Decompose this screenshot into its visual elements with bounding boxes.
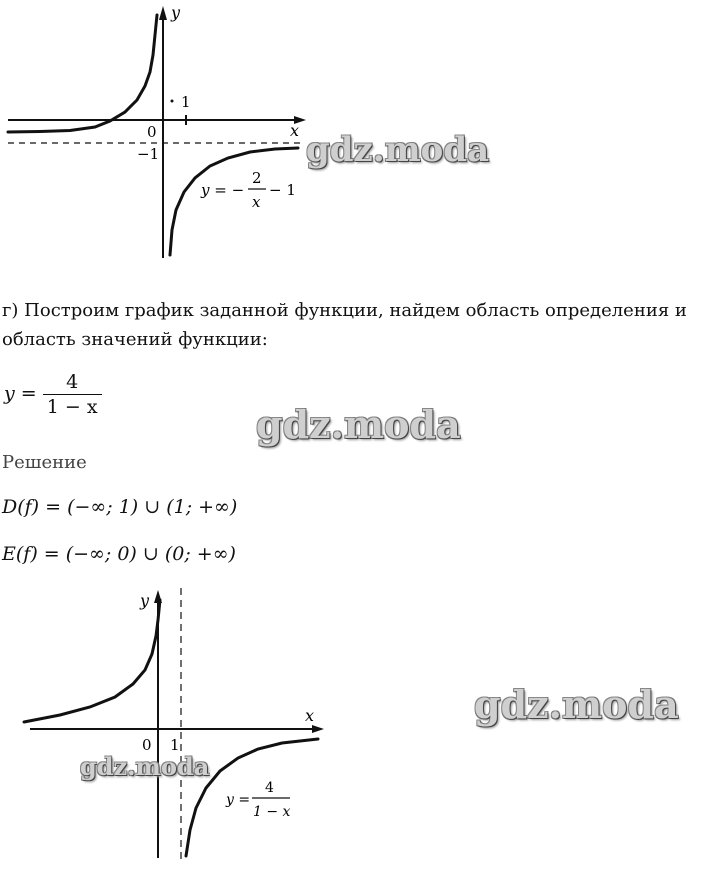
function-formula [4,372,102,417]
range-line: E(f) = (−∞; 0) ∪ (0; +∞) [2,543,236,565]
graph-hyperbola-2 [0,580,340,870]
solution-heading: Решение [2,452,87,473]
formula-den: x [252,193,261,211]
origin-label: 0 [142,736,152,754]
formula-lhs: y = [4,382,37,405]
formula-fraction [43,372,102,417]
formula-den: 1 − x [253,804,291,820]
formula-num: 2 [252,169,262,187]
tick-x-label: 1 [181,93,191,111]
curve-branch-left [8,15,157,132]
curve-branch-left [24,600,160,722]
formula-numerator: 4 [43,372,102,395]
formula-prefix: y = [226,792,251,808]
watermark-1: gdz.moda [306,130,490,170]
formula-denominator: 1 − x [46,396,98,418]
watermark-3: gdz.moda [474,682,679,727]
formula-prefix: y = − [201,181,245,199]
y-axis-arrow [159,6,167,20]
tick-x-label: 1 [170,736,180,754]
tick-y-1-dot [171,100,174,103]
task-paragraph: г) Построим график заданной функции, найдем область определения и область значений функции: [2,300,687,350]
curve-branch-right [170,148,298,255]
graph-hyperbola-1 [0,0,320,262]
x-axis-label: x [305,706,315,725]
watermark-4: gdz.moda [80,752,210,781]
origin-label: 0 [147,123,157,141]
formula-num: 4 [265,780,274,796]
domain-line: D(f) = (−∞; 1) ∪ (1; +∞) [2,496,238,518]
y-axis-label: y [140,591,150,610]
x-axis-arrow [312,725,324,733]
watermark-2: gdz.moda [256,402,461,447]
y-axis-label: y [171,3,181,22]
x-axis-label: x [290,121,300,140]
formula-suffix: − 1 [269,181,296,199]
asymptote-label: −1 [137,145,160,163]
